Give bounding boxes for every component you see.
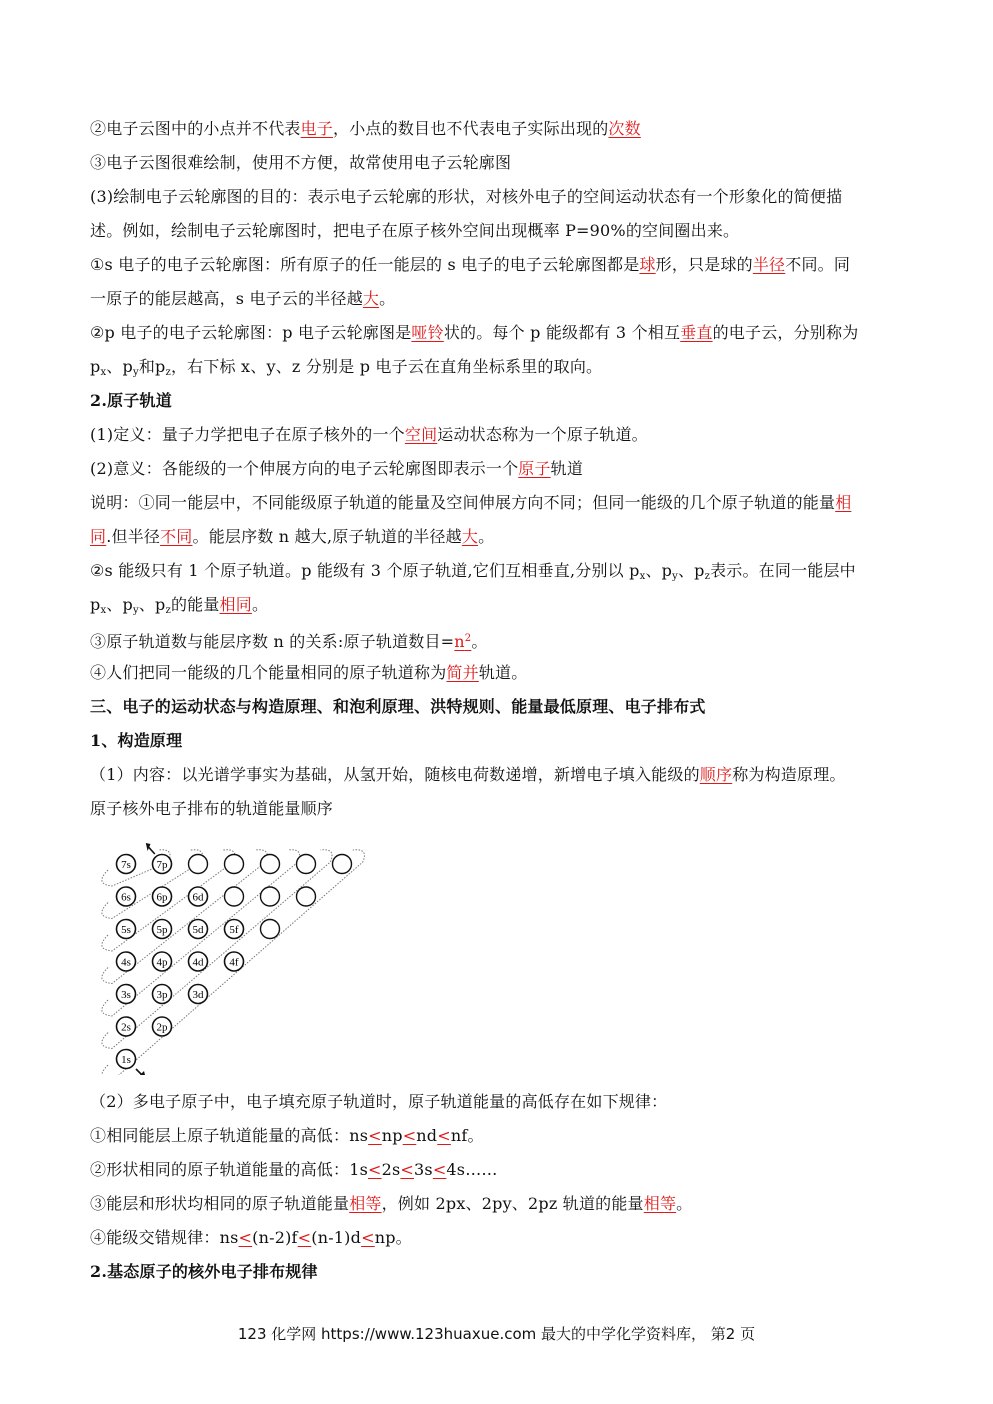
line-4: 述。例如，绘制电子云轮廓图时，把电子在原子核外空间出现概率 P=90%的空间圈出来。 [90, 221, 740, 240]
orbital-empty [261, 920, 280, 939]
heading-aufbau: 1、构造原理 [90, 731, 183, 750]
line-7: ②p 电子的电子云轮廓图：p 电子云轮廓图是哑铃状的。每个 p 能级都有 3 个相互垂直的电子云，分别称为 [90, 323, 859, 342]
orbital-label: 6d [192, 891, 204, 904]
line-15: ③原子轨道数与能层序数 n 的关系:原子轨道数目$=n^2$。 [90, 632, 488, 651]
orbital-label: 3s [121, 989, 131, 1001]
line-9: (1)定义：量子力学把电子在原子核外的一个空间运动状态称为一个原子轨道。 [90, 425, 648, 444]
answer-count: 次数 [608, 119, 641, 138]
line-6: 一原子的能层越高，s 电子云的半径越大。 [90, 289, 396, 308]
line-8: $p_x$、$p_y$和$p_z$，右下标 x、y、z 分别是 p 电子云在直角坐标系里的取向。 [90, 357, 603, 378]
orbital-label: 5f [229, 924, 239, 936]
arrow-head-icon [146, 843, 151, 851]
line-11: 说明：①同一能层中，不同能级原子轨道的能量及空间伸展方向不同；但同一能级的几个原子轨道的能量相 [90, 493, 852, 512]
line-21: ②形状相同的原子轨道能量的高低：1s<2s<3s<4s…… [90, 1160, 498, 1179]
diagonal-path [102, 850, 332, 1049]
orbital-label: 4s [121, 956, 131, 969]
orbital-label: 5s [121, 924, 131, 936]
orbital-empty [261, 887, 280, 906]
line-19: （2）多电子原子中，电子填充原子轨道时，原子轨道能量的高低存在如下规律： [90, 1092, 668, 1111]
orbital-label: 2p [156, 1021, 168, 1034]
line-20: ①相同能层上原子轨道能量的高低：ns<np<nd<nf。 [90, 1126, 484, 1145]
orbital-label: 6p [156, 891, 168, 904]
orbital-label: 5d [192, 924, 204, 936]
line-23: ④能级交错规律：ns<(n-2)f<(n-1)d<np。 [90, 1228, 412, 1247]
page-footer: 123 化学网 https://www.123huaxue.com 最大的中学化学资料库， 第2 页 [237, 1325, 756, 1343]
orbital-label: 6s [121, 891, 131, 904]
orbital-empty [189, 855, 208, 874]
line-1: ②电子云图中的小点并不代表电子，小点的数目也不代表电子实际出现的次数 [90, 119, 641, 138]
heading-ground-state: 2.基态原子的核外电子排布规律 [90, 1262, 318, 1281]
line-22: ③能层和形状均相同的原子轨道能量相等，例如 2px、2py、2pz 轨道的能量相等。 [90, 1194, 693, 1213]
orbital-label: 2s [121, 1021, 131, 1034]
line-16: ④人们把同一能级的几个能量相同的原子轨道称为简并轨道。 [90, 663, 528, 682]
orbital-label: 4f [229, 956, 239, 969]
aufbau-diagram [88, 835, 368, 1075]
orbital-label: 7s [121, 859, 131, 871]
orbital-label: 5p [156, 924, 168, 936]
orbital-label: 4d [192, 956, 204, 969]
line-14: $p_x$、$p_y$、$p_z$的能量相同。 [90, 595, 269, 616]
orbital-empty [261, 855, 280, 874]
line-13: ②s 能级只有 1 个原子轨道。p 能级有 3 个原子轨道,它们互相垂直,分别以 $p_x$、$p_y$、$p_z$表示。在同一能层中 [90, 561, 856, 582]
orbital-label: 7p [156, 859, 168, 871]
orbital-empty [225, 855, 244, 874]
answer-electron: 电子 [300, 119, 334, 138]
orbital-label: 4p [156, 956, 168, 969]
orbital-empty [297, 855, 316, 874]
orbital-empty [297, 887, 316, 906]
line-5: ①s 电子的电子云轮廓图：所有原子的任一能层的 s 电子的电子云轮廓图都是球形，只是球的半径不同。同 [90, 255, 851, 274]
line-3: (3)绘制电子云轮廓图的目的：表示电子云轮廓的形状，对核外电子的空间运动状态有一个形象化的简便描 [90, 187, 843, 206]
orbital-label: 3p [156, 989, 168, 1001]
line-10: (2)意义：各能级的一个伸展方向的电子云轮廓图即表示一个原子轨道 [90, 459, 584, 478]
orbital-empty [333, 855, 352, 874]
orbital-label: 3d [192, 989, 204, 1001]
heading-section-3: 三、电子的运动状态与构造原理、和泡利原理、洪特规则、能量最低原理、电子排布式 [90, 697, 706, 716]
orbital-empty [225, 887, 244, 906]
line-12: 同.但半径不同。能层序数 n 越大,原子轨道的半径越大。 [90, 527, 495, 546]
orbital-label: 1s [121, 1054, 131, 1066]
line-2: ③电子云图很难绘制，使用不方便，故常使用电子云轮廓图 [90, 153, 512, 172]
line-17: （1）内容：以光谱学事实为基础，从氢开始，随核电荷数递增，新增电子填入能级的顺序称为构造原理。 [90, 765, 846, 784]
line-18: 原子核外电子排布的轨道能量顺序 [90, 799, 334, 818]
heading-atomic-orbital: 2.原子轨道 [90, 391, 172, 410]
